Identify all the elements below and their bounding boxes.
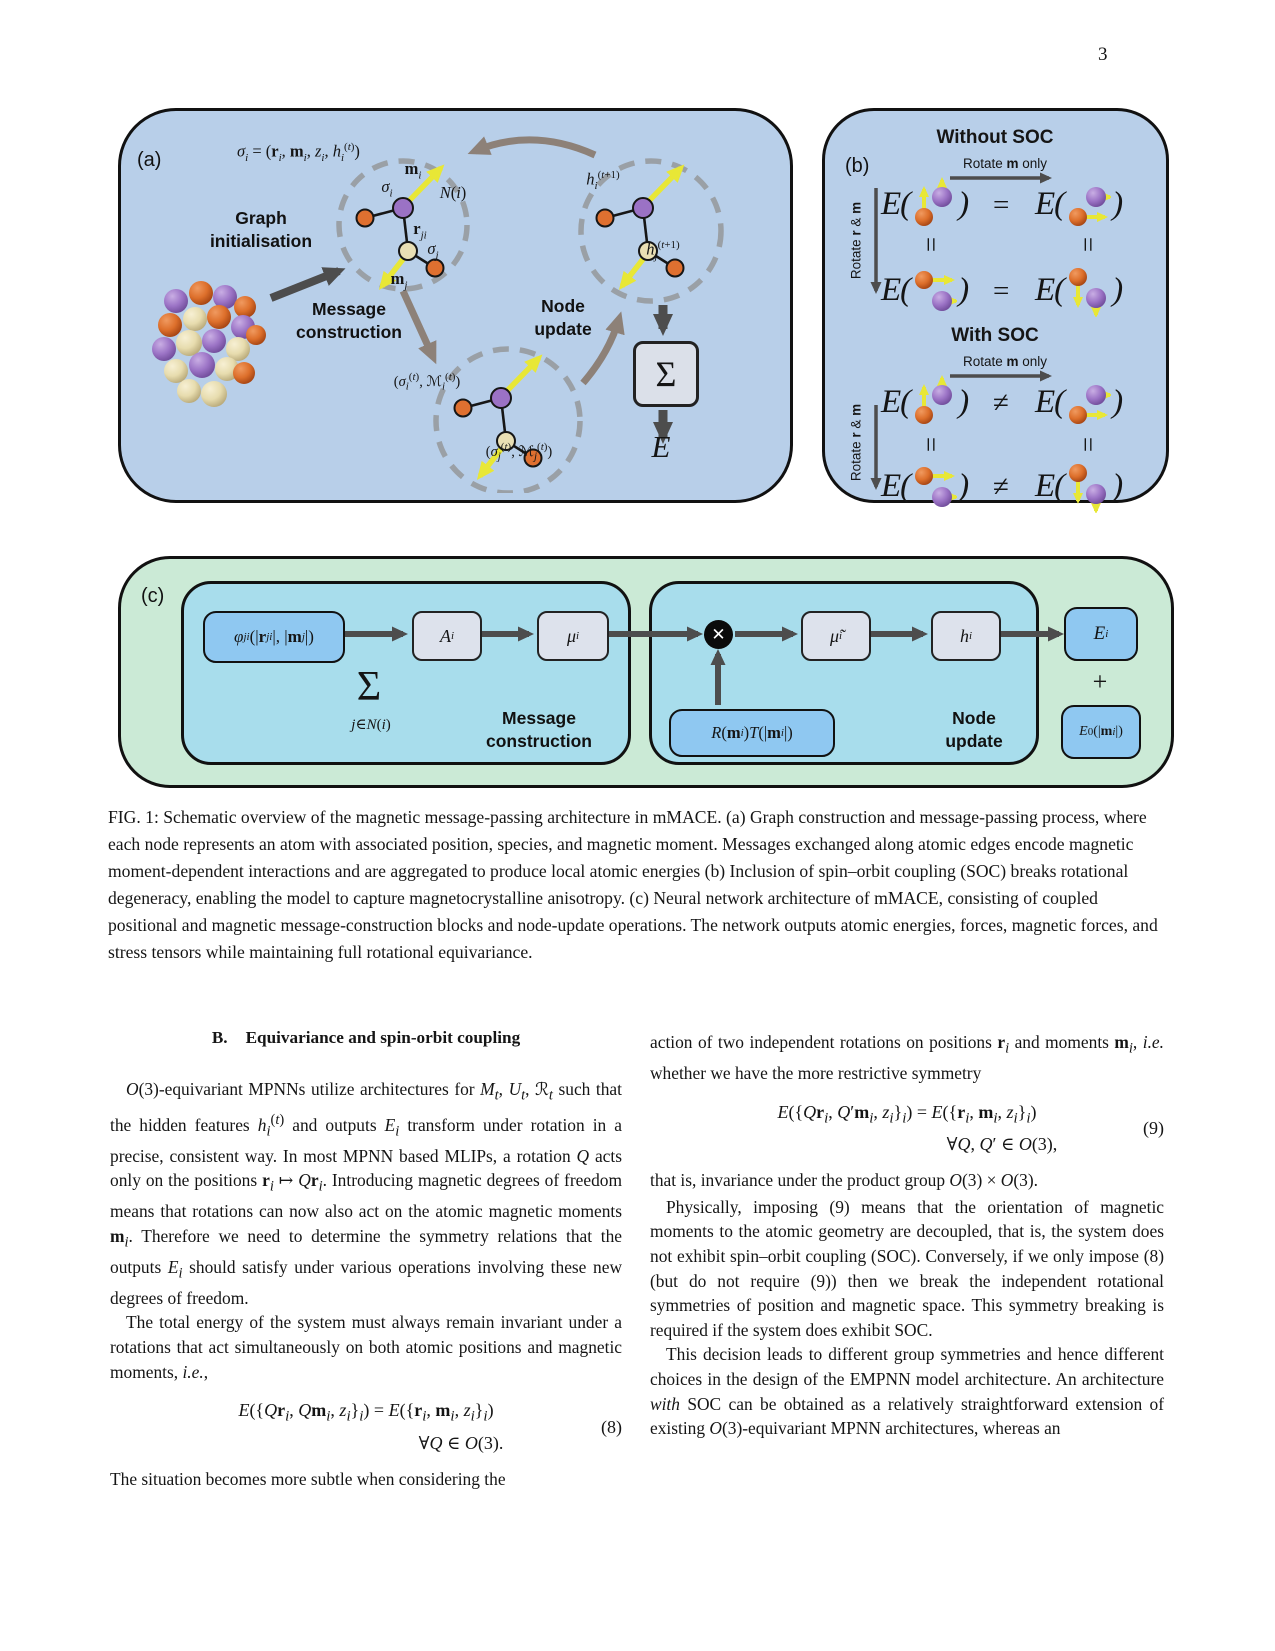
equation-line: ∀Q, Q′ ∈ O(3), (946, 1134, 1058, 1155)
rotate-m-label-1: Rotate m only (962, 156, 1048, 171)
state-definition-formula: $\sigma_i = (r_i$, $m_i$, $z_i$, $h_i^{(t)}$) (237, 141, 360, 164)
vertical-equals-sign: = (1073, 436, 1104, 453)
panel-a-label: (a) (137, 149, 162, 171)
energy-term: E( ) (1035, 177, 1122, 231)
figure-panel-b (822, 108, 1169, 503)
paragraph: This decision leads to different group symmetries and hence different choices in the design of the EMPNN model architecture. An architecture with SOC can be obtained as a relatively straightforward extension of existing O(3)-equivariant MPNN architectures, whereas an (650, 1344, 1164, 1439)
sum-operator-box: Σ (633, 341, 699, 407)
A-i-box: A i (412, 611, 482, 661)
rotate-m-label-2: Rotate m only (962, 354, 1048, 369)
sigma-j-label: $\sigma_j$ (427, 239, 439, 262)
figure-panel-a (118, 108, 793, 503)
message-state-i-label: ($\sigma_i^{(t)}$, ℳ$_i^{(t)}$) (393, 371, 461, 393)
total-energy-label: E (651, 429, 671, 464)
energy-term: E( ) (1035, 459, 1122, 513)
energy-term: E( ) (881, 263, 968, 317)
rotate-rm-label-2: Rotate r & m (848, 403, 864, 482)
vertical-equals-sign: = (916, 236, 947, 253)
graph-initialisation-label: Graph initialisation (209, 208, 313, 251)
plus-sign: + (1092, 667, 1108, 696)
atoms-rotated-arrows-right-icon (911, 459, 957, 513)
figure-panel-c (118, 556, 1174, 788)
section-label: B. (211, 1028, 228, 1047)
node-update-label: Node update (534, 296, 592, 339)
atoms-rotated-arrows-right-icon (911, 263, 957, 317)
neighbourhood-label: N(i) (439, 183, 467, 202)
message-state-j-label: ($\sigma_j^{(t)}$, ℳ$_j^{(t)}$) (485, 441, 553, 463)
paragraph: that is, invariance under the product group O(3) × O(3). (650, 1170, 1038, 1191)
atoms-both-arrows-right-icon (1065, 177, 1111, 231)
R-T-gate-box: R ( m i ) T (| m i |) (669, 709, 835, 757)
with-soc-title: With SOC (951, 325, 1039, 346)
equals-sign: = (993, 189, 1010, 221)
vertical-equals-sign: = (916, 436, 947, 453)
m-i-label: $m_i$ (404, 159, 422, 182)
sigma-i-label: $\sigma_i$ (381, 177, 393, 200)
paragraph: The total energy of the system must always remain invariant under a rotations that act simultaneously on both atomic positions and magnetic moments, i.e., (110, 1312, 622, 1382)
r-ji-label: $r_{ji}$ (413, 219, 427, 242)
equation-number: (8) (601, 1416, 622, 1437)
elementwise-product-icon: ✕ (704, 620, 733, 649)
equation-9 (650, 1099, 1164, 1158)
E0-box: E 0 (| m i |) (1061, 705, 1141, 759)
panel-a-diagram (121, 111, 783, 493)
node-update-title: Node update (945, 708, 1003, 751)
energy-term: E( ) (1035, 263, 1122, 317)
paragraph: Physically, imposing (9) means that the orientation of magnetic moments to the atomic geometry are decoupled, that is, the system does not exhibit spin–orbit coupling (SOC). Conversely, if we only impose (8) (but do not require (9)) then we break the independent rotational symmetries of position and magnetic space. This symmetry breaking is required if the system does exhibit SOC. (650, 1196, 1164, 1340)
graph-init-arrow (271, 271, 339, 298)
phi-basis-box: φ ji (| r ji |, | m j |) (203, 611, 345, 663)
right-column (650, 1030, 1164, 1441)
page-number: 3 (1098, 44, 1108, 65)
energy-term: E( ) (881, 459, 968, 513)
without-soc-title: Without SOC (936, 127, 1054, 148)
section-title: Equivariance and spin-orbit coupling (245, 1028, 521, 1047)
energy-term: E( ) (881, 177, 968, 231)
equation-line: $E(\{Qr_i$, $Qm_i$, $z_i\}_i) = E(\{r_i$, $m_i$, $z_i\}_i$) (238, 1400, 494, 1425)
h-i-box: h i (931, 611, 1001, 661)
atoms-both-arrows-up-icon (911, 375, 957, 429)
paragraph: The situation becomes more subtle when considering the (110, 1468, 506, 1489)
energy-term: E( ) (1035, 375, 1122, 429)
equation-line: $E(\{Qr_i$, $Q'm_i$, $z_i\}_i) = E(\{r_i$, $m_i$, $z_i\}_i$) (777, 1101, 1037, 1127)
section-heading (110, 1026, 622, 1051)
message-construction-title: Message construction (486, 708, 592, 751)
vertical-equals-sign: = (1073, 236, 1104, 253)
paragraph: O(3)-equivariant MPNNs utilize architectures for $M_t$, $U_t$, ℛ$_t$ such that the hidden features $h_i^{(t)}$ and outputs $E_i$ transform under rotation in a precise, consistent way. In most MPNN based MLIPs, a rotation Q acts only on the positions $r_i$ ↦ $Qr_i$. Introducing magnetic degrees of freedom means that rotations can now also act on the atomic magnetic moments $m_i$. Therefore we need to determine the symmetry relations that the outputs $E_i$ should satisfy under various operations involving these new degrees of freedom. (110, 1078, 623, 1308)
equation-line: ∀Q ∈ O(3). (418, 1432, 504, 1453)
equation-8 (110, 1397, 622, 1456)
figure-caption: FIG. 1: Schematic overview of the magnetic message-passing architecture in mMACE. (a) Graph construction and message-passing process, where each node represents an atom with associated position, species, and magnetic moment. Messages exchanged along atomic edges encode magnetic moment-dependent interactions and are aggregated to produce local atomic energies (b) Inclusion of spin–orbit coupling (SOC) breaks rotational degeneracy, enabling the model to capture magnetocrystalline anisotropy. (c) Neural network architecture of mMACE, consisting of coupled positional and magnetic message-construction blocks and node-update operations. The network outputs atomic energies, forces, magnetic forces, and stress tensors while maintaining full rotational equivariance. (108, 807, 1158, 962)
message-construction-label: Message construction (296, 299, 402, 342)
atoms-rotated-arrows-down-icon (1065, 459, 1111, 513)
equals-sign: = (993, 275, 1010, 307)
not-equals-sign: ≠ (993, 471, 1009, 503)
h-i-updated-label: $h_i^{(t+1)}$ (586, 169, 620, 192)
atoms-both-arrows-right-icon (1065, 375, 1111, 429)
left-column (110, 1026, 622, 1491)
mu-i-box: μ i (537, 611, 609, 661)
h-j-updated-label: $h_j^{(t+1)}$ (646, 239, 680, 262)
panel-c-label: (c) (141, 585, 165, 607)
panel-b-label: (b) (845, 155, 870, 177)
energy-term: E( ) (881, 375, 968, 429)
paragraph: action of two independent rotations on positions $r_i$ and moments $m_i$, i.e. whether we have the more restrictive symmetry (650, 1032, 1164, 1084)
mu-tilde-i-box: μ̃ i (801, 611, 871, 661)
atoms-rotated-arrows-down-icon (1065, 263, 1111, 317)
loop-back-arrow (475, 140, 595, 155)
rotate-rm-label-1: Rotate r & m (848, 201, 864, 280)
equation-number: (9) (1143, 1117, 1164, 1138)
atom-cluster-illustration (152, 281, 266, 407)
E-i-box: E i (1064, 607, 1138, 661)
atoms-both-arrows-up-icon (911, 177, 957, 231)
not-equals-sign: ≠ (993, 387, 1009, 419)
m-j-label: $m_j$ (390, 269, 408, 292)
sum-subscript: j∈N(i) (351, 717, 391, 733)
sum-symbol: Σ (356, 664, 382, 710)
